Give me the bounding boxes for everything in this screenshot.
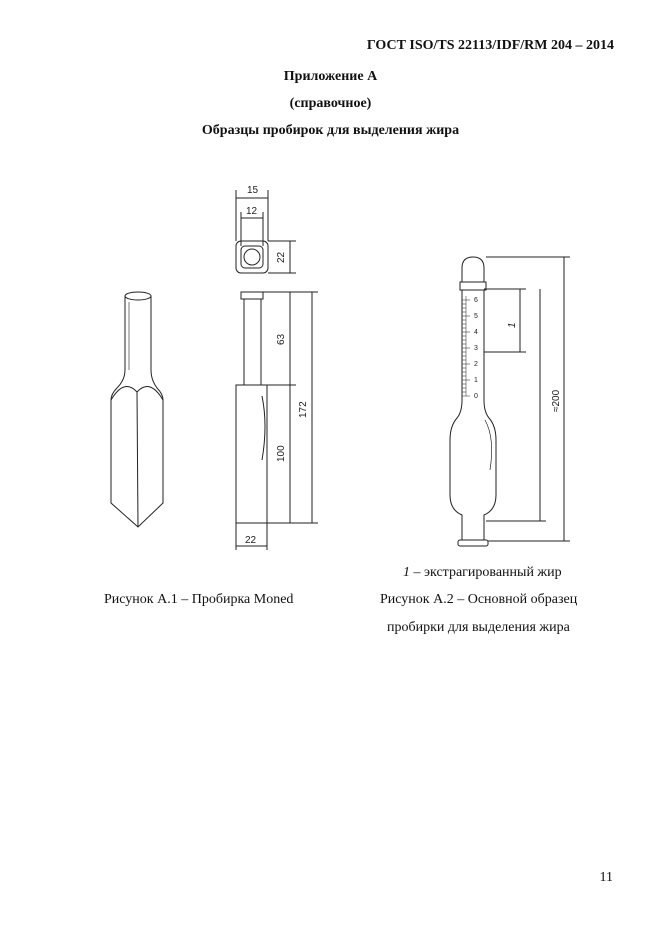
scale-4: 4 — [474, 329, 478, 336]
annex-title: Приложение А — [283, 69, 378, 84]
figure2-legend — [403, 565, 562, 581]
dim-15: 15 — [247, 185, 259, 196]
moned-tube-sketch — [111, 292, 163, 527]
scale-2: 2 — [474, 361, 478, 368]
scale-3: 3 — [474, 345, 478, 352]
legend-text: – экстрагированный жир — [410, 565, 562, 580]
dim-172: 172 — [298, 401, 309, 418]
dim-63: 63 — [276, 333, 287, 345]
dim-approx-200: ≈200 — [551, 389, 562, 412]
figure2-caption-line2: пробирки для выделения жира — [387, 620, 570, 635]
scale-1: 1 — [474, 377, 478, 384]
standard-header: ГОСТ ISO/TS 22113/IDF/RM 204 – 2014 — [366, 38, 614, 53]
dim-12: 12 — [246, 206, 258, 217]
annex-status: (справочное) — [289, 96, 372, 111]
dim-100: 100 — [276, 445, 287, 462]
dim-22-bottom: 22 — [245, 535, 257, 546]
annex-subtitle: Образцы пробирок для выделения жира — [201, 123, 460, 138]
moned-tube-drawing — [236, 190, 318, 550]
figure2-caption-line1: Рисунок А.2 – Основной образец — [380, 592, 578, 607]
page-number: 11 — [599, 870, 613, 885]
scale-5: 5 — [474, 313, 478, 320]
dim-22-top: 22 — [276, 251, 287, 263]
scale-6: 6 — [474, 297, 478, 304]
dim-label-1: 1 — [507, 322, 518, 328]
legend-number: 1 — [403, 565, 410, 580]
scale-0: 0 — [474, 393, 478, 400]
figure1-caption: Рисунок А.1 – Пробирка Moned — [104, 592, 294, 607]
